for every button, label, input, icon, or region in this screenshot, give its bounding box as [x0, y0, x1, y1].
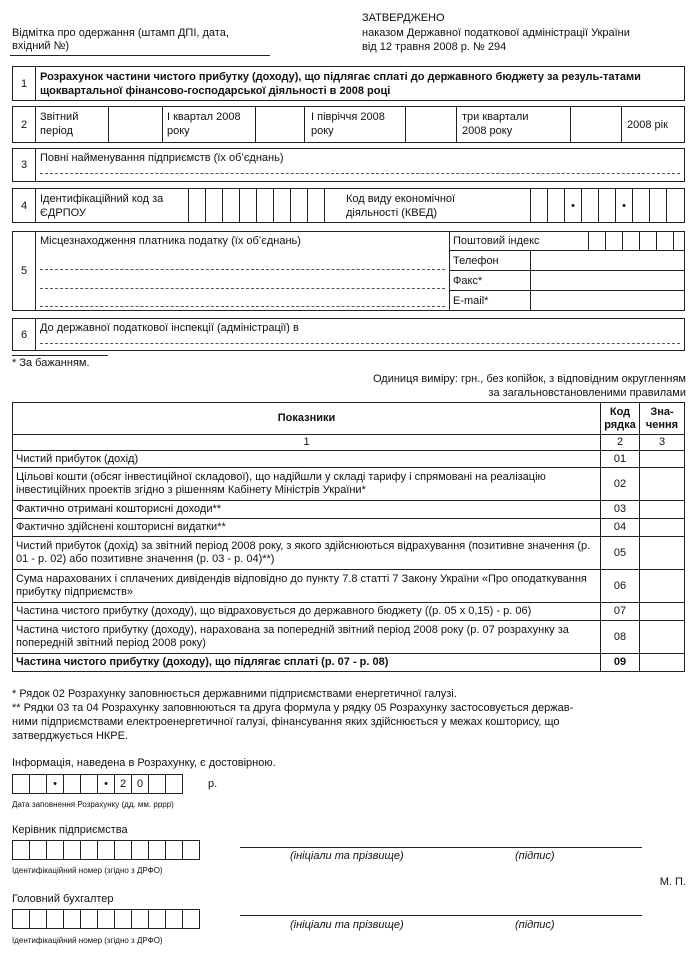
company-name-label: Повні найменування підприємств (їх об’єднань) [40, 152, 284, 164]
edrpou-cells[interactable] [188, 188, 325, 223]
value-cell[interactable] [640, 654, 685, 672]
value-cell[interactable] [640, 603, 685, 621]
period-q3-checkbox[interactable] [405, 106, 457, 143]
director-label: Керівник підприємства [12, 824, 128, 836]
accountant-id-cells[interactable] [12, 909, 200, 929]
director-initials: (ініціали та прізвище) [290, 850, 404, 862]
note-2a: ** Рядки 03 та 04 Розрахунку заповнюються та друга формула у рядку 05 Розрахунку застосовується держав- [12, 702, 574, 714]
period-q3-label: три квартали 2008 року [462, 111, 529, 137]
header-num-2: 2 [601, 435, 640, 451]
accountant-label: Головний бухгалтер [12, 893, 114, 905]
period-h1-checkbox[interactable] [255, 106, 305, 143]
kved-label: Код виду економічної діяльності (КВЕД) [346, 193, 456, 219]
period-label: Звітний період [40, 111, 79, 137]
section-5-num: 5 [20, 265, 28, 277]
header-num-1: 1 [13, 435, 601, 451]
value-cell[interactable] [640, 468, 685, 501]
stamp-label: Відмітка про одержання (штамп ДПІ, дата, вхідний №) [12, 27, 229, 52]
approved-line2: від 12 травня 2008 р. № 294 [362, 41, 507, 53]
reliability-statement: Інформація, наведена в Розрахунку, є достовірною. [12, 757, 276, 769]
value-cell[interactable] [640, 501, 685, 519]
section-2-num: 2 [20, 118, 28, 131]
address-label: Місцезнаходження платника податку (їх об’єднань) [40, 235, 301, 247]
table-row: Частина чистого прибутку (доходу), що відраховується до державного бюджету ((р. 05 х 0,15) - р. 06) 07 [13, 603, 685, 621]
period-h1-label: І півріччя 2008 року [311, 111, 385, 137]
header-code: Код рядка [601, 403, 640, 435]
director-id-caption: Ідентифікаційний номер (згідно з ДРФО) [12, 866, 163, 875]
date-suffix: р. [208, 778, 218, 790]
header-indicators: Показники [13, 403, 601, 435]
fax-label: Факс* [453, 275, 483, 287]
accountant-id-caption: Ідентифікаційний номер (згідно з ДРФО) [12, 936, 163, 945]
postal-label: Поштовий індекс [453, 235, 540, 247]
value-cell[interactable] [640, 451, 685, 468]
period-year-label: 2008 рік [627, 119, 668, 131]
table-row: Чистий прибуток (дохід) 01 [13, 451, 685, 468]
note-1: * Рядок 02 Розрахунку заповнюється державними підприємствами енергетичної галузі. [12, 688, 457, 700]
footnote-top: * За бажанням. [12, 357, 90, 369]
units-line1: Одиниця виміру: грн., без копійок, з відповідним округленням [372, 373, 686, 385]
section-4-num: 4 [20, 199, 28, 212]
postal-cells[interactable] [588, 231, 674, 251]
accountant-sign-line[interactable] [240, 915, 642, 916]
period-q1-checkbox[interactable] [108, 106, 163, 143]
value-cell[interactable] [640, 621, 685, 654]
seal-placeholder: М. П. [659, 876, 686, 888]
director-signature: (підпис) [515, 850, 555, 862]
period-year-checkbox[interactable] [570, 106, 622, 143]
table-row: Фактично отримані кошторисні доходи** 03 [13, 501, 685, 519]
note-2b: ними підприємствами електроенергетичної галузі, фінансування яких здійснюється у межах кошторису, що [12, 716, 560, 728]
note-2c: затверджується НКРЕ. [12, 730, 129, 742]
indicators-table [12, 402, 685, 672]
value-cell[interactable] [640, 519, 685, 537]
section-3-num: 3 [20, 159, 28, 171]
header-value: Зна-чення [640, 403, 685, 435]
director-id-cells[interactable] [12, 840, 200, 860]
table-row: Частина чистого прибутку (доходу), нарахована за попередній звітний період 2008 року (р. 07 розрахунку за попередній звітний період 2008 року) 08 [13, 621, 685, 654]
value-cell[interactable] [640, 537, 685, 570]
approved-title: ЗАТВЕРДЖЕНО [362, 12, 445, 24]
period-q1-label: І квартал 2008 року [167, 111, 241, 137]
tax-inspection-label: До державної податкової інспекції (адміністрації) в [40, 322, 299, 334]
accountant-signature: (підпис) [515, 919, 555, 931]
header-num-3: 3 [640, 435, 685, 451]
company-name-line[interactable] [40, 173, 680, 174]
table-row: Цільові кошти (обсяг інвестиційної складової), що надійшли у складі тарифу і спрямовані на реалізацію інвестиційних проектів згідно з рішенням Кабінету Міністрів України* 02 [13, 468, 685, 501]
director-sign-line[interactable] [240, 847, 642, 848]
date-caption: Дата заповнення Розрахунку (дд. мм. рррр) [12, 800, 174, 809]
table-row: Сума нарахованих і сплачених дивідендів відповідно до пункту 7.8 статті 7 Закону України «Про оподаткування прибутку підприємств» 06 [13, 570, 685, 603]
phone-label: Телефон [453, 255, 499, 267]
email-label: E-mail* [453, 295, 489, 307]
edrpou-label: Ідентифікаційний код за ЄДРПОУ [40, 193, 164, 219]
section-6-num: 6 [20, 328, 28, 341]
value-cell[interactable] [640, 570, 685, 603]
table-row: Частина чистого прибутку (доходу), що підлягає сплаті (р. 07 - р. 08) 09 [13, 654, 685, 672]
units-line2: за загальновстановленими правилами [488, 387, 686, 399]
section-1-title: Розрахунок частини чистого прибутку (доходу), що підлягає сплаті до державного бюджету за резуль-татами щоквартальної фінансово-господарської діяльності в 2008 році [40, 71, 641, 97]
accountant-initials: (ініціали та прізвище) [290, 919, 404, 931]
section-1-num: 1 [20, 77, 28, 90]
table-row: Чистий прибуток (дохід) за звітний період 2008 року, з якого здійснюються відрахування (позитивне значення (р. 01 - р. 02) або позитивне значення (р. 03 - р. 04)**) 05 [13, 537, 685, 570]
approved-line1: наказом Державної податкової адміністрації України [362, 27, 630, 39]
table-row: Фактично здійснені кошторисні видатки** 04 [13, 519, 685, 537]
kved-cells[interactable]: • • [530, 188, 667, 223]
date-cells[interactable]: • • 2 0 [12, 774, 183, 794]
